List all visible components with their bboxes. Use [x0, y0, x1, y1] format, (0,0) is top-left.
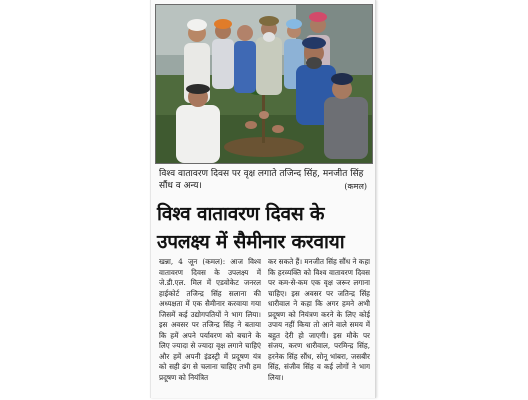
article-column-2 [268, 257, 370, 397]
article-column-1 [159, 257, 261, 397]
article-text: खन्ना, 4 जून (कमल): आज विश्व वातावरण दिवस के उपलक्ष्य में जे.डी.एल. मिल में एडवोकेट जनरल हाईकोर्ट तजिन्द्र सिंह सलाना की अध्यक्षता में एक सैमीनार करवाया गया जिसमें कई उद्योगपतियों ने भाग लिया। इस अवसर पर तजिन्द्र सिंह ने बताया कि हमें अपने पर्यावरण को बचाने के लिए ज्यादा से ज्यादा वृक्ष लगाने चाहिएं और हमें अपनी इंडस्ट्री में प्रदूषण यंत्र को सही ढंग से चलाना चाहिए तभी हम प्रदूषण को नियंत्रित [159, 257, 261, 382]
photo-caption: विश्व वातावरण दिवस पर वृक्ष लगाते तजिन्द सिंह, मनजीत सिंह सौंध व अन्य। [159, 169, 364, 191]
newspaper-clipping [150, 0, 376, 398]
photo-credit: (कमल) [344, 182, 367, 191]
article-body [159, 257, 371, 397]
tree-planting-photo [156, 5, 373, 164]
article-headline: विश्व वातावरण दिवस के उपलक्ष्य में सैमीनार करवाया [157, 203, 345, 253]
news-photo [155, 4, 373, 164]
article-text: कर सकते हैं। मनजीत सिंह सौंध ने कहा कि हरव्यक्ति को विश्व वातावरण दिवस पर कम-से-कम एक वृक्ष जरूर लगाना चाहिए। इस अवसर पर जतिन्द्र सिंह धारीवाल ने कहा कि अगर हमने अभी प्रदूषण को नियंत्रण करने के लिए कोई उपाय नहीं किया तो आने वाले समय में बहुत देरी हो जाएगी। इस मौके पर संजय, करण धारीवाल, परमिन्द्र सिंह, हरनेक सिंह सौंध, सोनू भांबरा, जसबीर सिंह, संजीव सिंह व कई लोगों ने भाग लिया। [268, 257, 370, 382]
